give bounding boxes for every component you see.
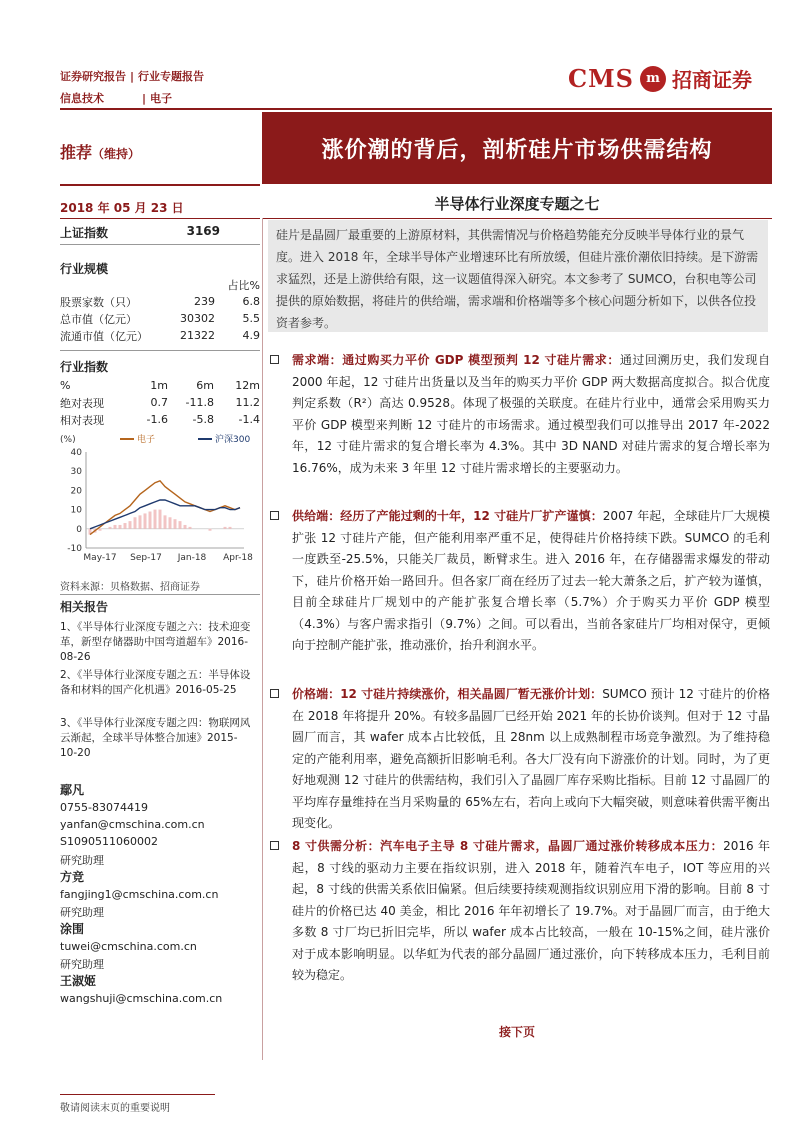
bullet-demand: 需求端：通过购买力平价 GDP 模型预判 12 寸硅片需求：通过回溯历史，我们发现自 2000 年起，12 寸硅片出货量以及当年的购买力平价 GDP 两大数据高度拟合。拟合优度判定系数（R²）高达 0.9528。体现了极强的关联度。在硅片行业中，通常会采用购买力平价 GDP 模型来判断 12 寸硅片的市场需求。通过模型我们可以推导出 2017 年-2022 年，12 寸硅片需求的复合增长率为 4.3%。其中 3D NAND 对硅片需求的复合增长率为 16.76%，成为未来 3 年里 12 寸硅片需求增长的主要驱动力。 (270, 350, 770, 479)
diff-bar (139, 515, 142, 528)
shanghai-index: 上证指数 3169 (60, 224, 220, 240)
source-divider (60, 594, 260, 595)
table-row: 绝对表现 0.7 -11.8 11.2 (60, 396, 260, 410)
diff-bar (114, 525, 117, 529)
analyst-1: 鄢凡 0755-83074419 yanfan@cmschina.com.cn S1090511060002 (60, 783, 205, 848)
diff-bar (209, 529, 212, 531)
table-row: 总市值（亿元） 30302 5.5 (60, 312, 260, 326)
diff-bar (99, 529, 102, 531)
report-title: 涨价潮的背后，剖析硅片市场供需结构 (262, 112, 772, 184)
diff-bar (129, 521, 132, 529)
diff-bar (169, 517, 172, 529)
legend-label: 电子 (137, 435, 156, 445)
diff-bar (224, 527, 227, 529)
y-tick-label: -10 (67, 544, 82, 554)
scale-table: 占比% 股票家数（只） 239 6.8 总市值（亿元） 30302 5.5 流通市值（亿元） 21322 4.9 (60, 278, 260, 343)
x-tick-label: May-17 (83, 553, 117, 563)
table-row: 相对表现 -1.6 -5.8 -1.4 (60, 413, 260, 427)
date-divider (60, 218, 260, 219)
column-divider (262, 218, 263, 1060)
analyst-email[interactable]: fangjing1@cmschina.com.cn (60, 888, 219, 901)
related-item[interactable]: 1、《半导体行业深度专题之六：技术迎变革，新型存储器助中国弯道超车》2016-08-26 (60, 621, 251, 663)
y-tick-label: 40 (70, 448, 82, 458)
x-tick-label: Sep-17 (130, 553, 162, 563)
checkbox-square-icon (270, 689, 279, 698)
diff-bar (124, 523, 127, 529)
cms-logo: CMS m 招商证券 (568, 64, 752, 93)
scale-divider (60, 350, 260, 351)
bullet-price: 价格端：12 寸硅片持续涨价，相关晶圆厂暂无涨价计划：SUMCO 预计 12 寸硅片的价格在 2018 年将提升 20%。有较多晶圆厂已经开始 2021 年的长协价谈判。但对于 12 寸晶圆厂而言，其 wafer 成本占比较低，且 28nm 以上成熟制程市场竞争激烈。为了维持稳定的产能利用率，避免高额折旧影响毛利。各大厂没有向下游涨价的计划。同时，为了更好地观测 12 寸硅片的供需结构，我们引入了晶圆厂库存采购比指标。目前 12 寸晶圆厂的平均库存量维持在当月采购量的 65%左右，若向上或向下大幅突破，则意味着供需平衡出现变化。 (270, 684, 770, 835)
bullet-8inch: 8 寸供需分析：汽车电子主导 8 寸硅片需求，晶圆厂通过涨价转移成本压力：2016 年起，8 寸线的驱动力主要在指纹识别，进入 2018 年，随着汽车电子，IOT 等应用的兴起，8 寸线的供需关系依旧偏紧。但后续要持续观测指纹识别应用下滑的影响。目前 8 寸硅片的价格已达 40 美金，相比 2016 年年初增长了 19.7%。对于晶圆厂而言，由于绝大多数 8 寸厂均已折旧完毕，所以 wafer 成本占比较高，一般在 10-15%之间，硅片涨价对于成本影响明显。以华虹为代表的部分晶圆厂通过涨价，向下转移成本压力，毛利目前较为稳定。 (270, 836, 770, 987)
chart-source: 资料来源：贝格数据、招商证券 (60, 582, 200, 593)
index-chart (58, 430, 258, 570)
diff-bar (134, 517, 137, 529)
analyst-email[interactable]: tuwei@cmschina.com.cn (60, 940, 197, 953)
x-tick-label: Apr-18 (223, 553, 253, 563)
diff-bar (229, 527, 232, 529)
related-title: 相关报告 (60, 600, 109, 614)
analyst-4: 研究助理 王淑姬 wangshuji@cmschina.com.cn (60, 958, 223, 1005)
analyst-3: 研究助理 涂围 tuwei@cmschina.com.cn (60, 906, 197, 953)
diff-bar (179, 521, 182, 529)
analyst-2: 研究助理 方竞 fangjing1@cmschina.com.cn (60, 854, 219, 901)
y-tick-label: 20 (70, 486, 82, 497)
logo-badge-icon: m (640, 66, 666, 92)
report-subtitle: 半导体行业深度专题之七 (434, 195, 600, 213)
related-item[interactable]: 3、《半导体行业深度专题之四：物联网风云渐起，全球半导体整合加速》2015-10-20 (60, 717, 251, 759)
y-tick-label: 30 (70, 467, 82, 478)
y-axis-label: (%) (60, 435, 76, 445)
diff-bar (159, 510, 162, 529)
footer-note: 敬请阅读末页的重要说明 (60, 1103, 170, 1114)
diff-bar (149, 512, 152, 529)
left-divider (60, 184, 260, 186)
diff-bar (189, 527, 192, 529)
report-date: 2018 年 05 月 23 日 (60, 201, 184, 215)
perf-title: 行业指数 (60, 360, 109, 374)
industry: 信息技术 | 电子 (60, 92, 173, 105)
perf-table: % 1m 6m 12m 绝对表现 0.7 -11.8 11.2 相对表现 -1.6 -5.8 -1.4 (60, 379, 260, 427)
table-row: 股票家数（只） 239 6.8 (60, 295, 260, 309)
index-divider (60, 244, 260, 245)
diff-bar (154, 510, 157, 529)
checkbox-square-icon (270, 355, 279, 364)
checkbox-square-icon (270, 511, 279, 520)
summary: 硅片是晶圆厂最重要的上游原材料，其供需情况与价格趋势能充分反映半导体行业的景气度。进入 2018 年，全球半导体产业增速环比有所放缓，但硅片涨价潮依旧持续。是下游需求猛烈，还是上游供给有限，这一议题值得深入研究。本文参考了 SUMCO，台积电等公司提供的原始数据，将硅片的供给端，需求端和价格端等多个核心问题分析如下，以供各位投资者参考。 (268, 220, 768, 332)
diff-bar (109, 527, 112, 529)
analyst-email[interactable]: yanfan@cmschina.com.cn (60, 818, 205, 831)
scale-title: 行业规模 (60, 262, 109, 276)
checkbox-square-icon (270, 841, 279, 850)
table-row: 流通市值（亿元） 21322 4.9 (60, 329, 260, 343)
analyst-email[interactable]: wangshuji@cmschina.com.cn (60, 992, 223, 1005)
y-tick-label: 10 (70, 505, 82, 516)
bullet-supply: 供给端：经历了产能过剩的十年，12 寸硅片厂扩产谨慎：2007 年起，全球硅片厂大规模扩张 12 寸硅片产能，但产能利用率严重不足，使得硅片价格持续下跌。SUMCO 的毛利一度跌至-25.5%，只能关厂裁员，断臂求生。进入 2016 年，在存储器需求爆发的带动下，硅片价格开始一路回升。但各家厂商在经历了过去一轮大萧条之后，扩产较为谨慎，目前全球硅片厂规划中的产能扩张复合增长率（5.7%）介于购买力平价 GDP 模型（4.3%）与客户需求指引（9.7%）之间。可以看出，当前各家硅片厂均相对保守，更倾向于控制产能扩张，推动涨价，抬升利润水平。 (270, 506, 770, 657)
continue-next-page[interactable]: 接下页 (498, 1025, 535, 1039)
related-item[interactable]: 2、《半导体行业深度专题之五：半导体设备和材料的国产化机遇》2016-05-25 (60, 669, 251, 696)
y-tick-label: 0 (76, 524, 82, 535)
header-divider (60, 108, 772, 110)
diff-bar (144, 513, 147, 528)
diff-bar (119, 525, 122, 529)
legend-label: 沪深300 (215, 435, 251, 445)
report-type: 证券研究报告 | 行业专题报告 (60, 70, 205, 83)
x-tick-label: Jan-18 (177, 553, 207, 563)
rating: 推荐（维持） (60, 143, 141, 162)
diff-bar (164, 515, 167, 528)
footer-divider (60, 1094, 215, 1095)
diff-bar (184, 525, 187, 529)
subtitle-divider (262, 218, 772, 219)
diff-bar (174, 519, 177, 529)
